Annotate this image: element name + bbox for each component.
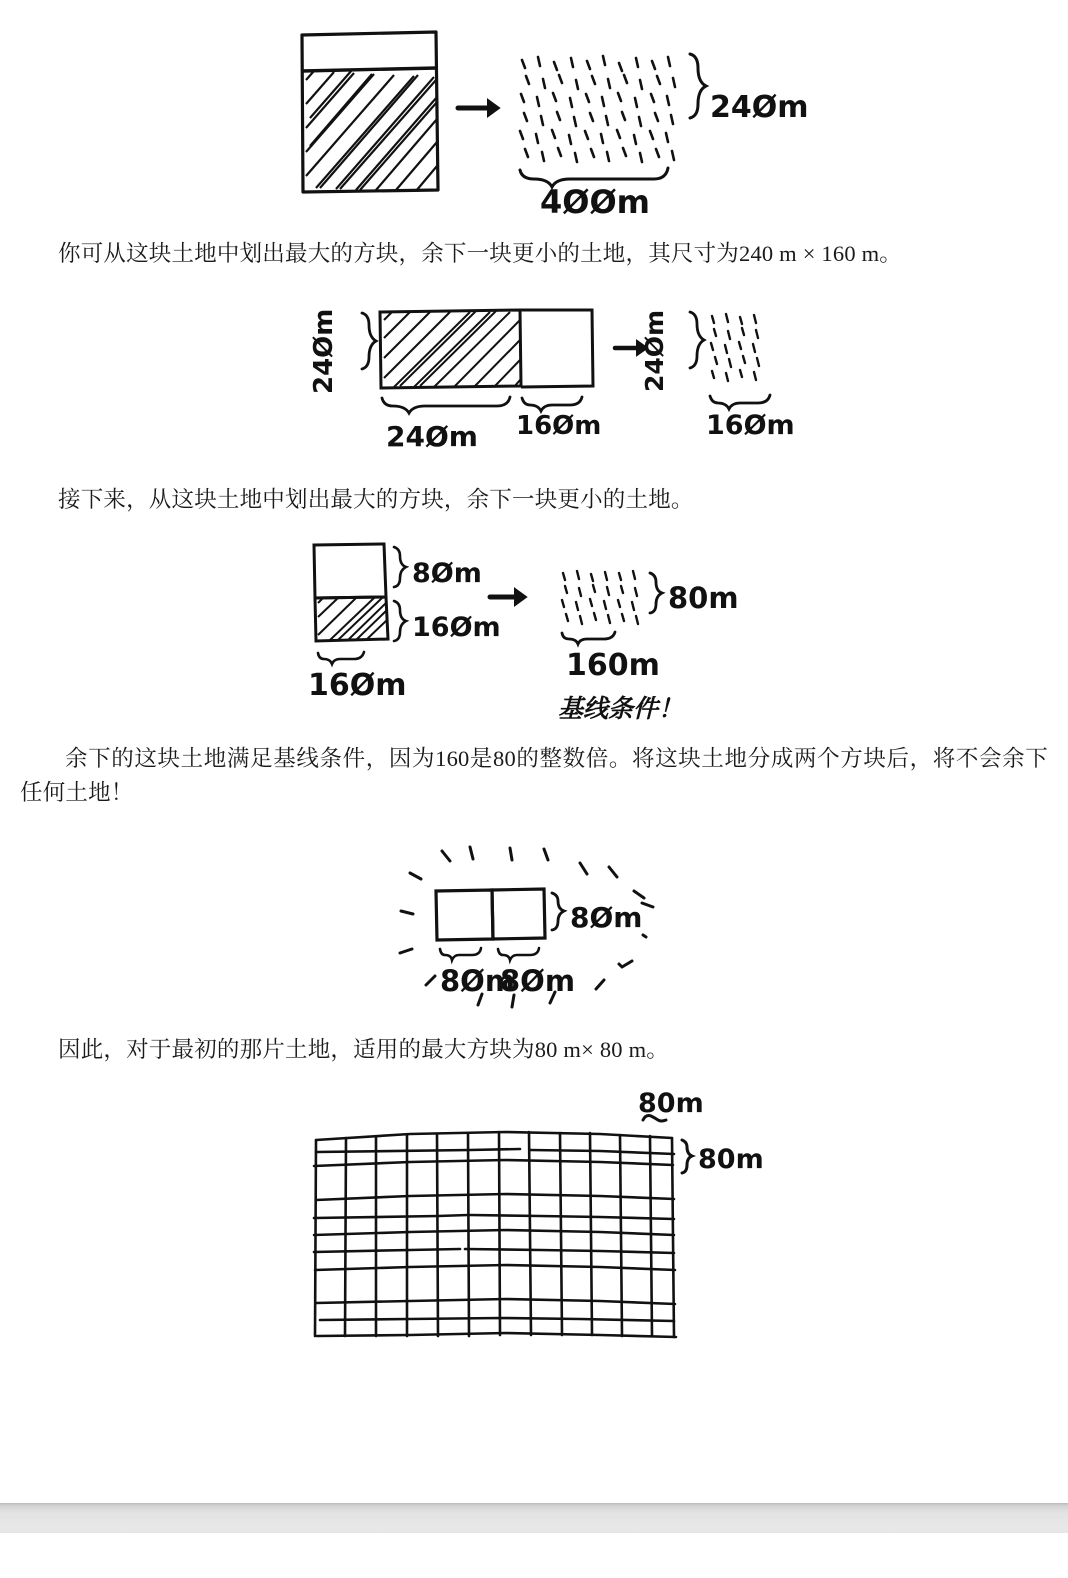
- label-80m-cell-height: 80m: [698, 1144, 764, 1175]
- label-400m-width: 4ØØm: [540, 183, 651, 221]
- handwritten-note-baseline: 基线条件！: [558, 694, 684, 723]
- plot-160-with-80-and-160: [314, 544, 388, 641]
- label-160m-result-width: 160m: [566, 648, 660, 683]
- brace-result-width-160: [562, 632, 615, 644]
- figure-two-80m-squares: [390, 825, 690, 1015]
- figure-160x80-split: [300, 535, 750, 725]
- brace-height-240: [690, 54, 706, 118]
- next-page-top: [0, 1533, 1068, 1578]
- brace-left-height: [362, 313, 376, 369]
- label-80m-height: 8Øm: [570, 901, 643, 934]
- figure-400x240-first-square: [290, 18, 809, 221]
- paragraph-step-2: 接下来，从这块土地中划出最大的方块，余下一块更小的土地。: [58, 487, 694, 512]
- figure-full-grid-80m: [300, 1090, 770, 1350]
- paragraph-step-1: 你可从这块土地中划出最大的方块，余下一块更小的土地，其尺寸为240 m × 160 m。: [58, 241, 902, 266]
- brace-height-80: [552, 893, 564, 930]
- hatch-lines: [306, 70, 437, 191]
- label-80m-result-height: 80m: [668, 581, 739, 615]
- brace-cell-height-80: [682, 1140, 692, 1173]
- label-240m-result-height: 24Øm: [640, 309, 669, 392]
- brace-result-width-160: [710, 395, 770, 409]
- dotted-plot-160x80: [562, 571, 638, 624]
- label-240m-left-height: 24Øm: [309, 308, 339, 394]
- brace-width-160: [318, 652, 364, 664]
- page-separator: [0, 1503, 1068, 1533]
- brace-bottom-height-160: [394, 601, 406, 641]
- arrow-icon: [458, 100, 499, 116]
- hatch-lines-square-240: [384, 311, 520, 387]
- paragraph-conclusion: 因此，对于最初的那片土地，适用的最大方块为80 m× 80 m。: [58, 1037, 669, 1062]
- figure-240x160-split: [309, 298, 795, 453]
- label-160m-result-width: 16Øm: [706, 410, 795, 441]
- plot-240-plus-160: [380, 310, 593, 388]
- brace-square-width-240: [382, 397, 510, 413]
- arrow-icon: [490, 589, 526, 605]
- two-squares-80m: [436, 889, 545, 940]
- dotted-plot-400x240: [520, 56, 675, 162]
- label-80m-right-width: 8Øm: [500, 964, 576, 998]
- label-80m-top-height: 8Øm: [412, 558, 482, 589]
- label-80m-cell-width: 80m: [638, 1088, 704, 1119]
- brace-right-width-80: [498, 948, 539, 960]
- brace-remainder-width-160: [522, 397, 582, 411]
- hand-drawn-grid: [314, 1132, 676, 1337]
- hatch-lines-160: [318, 598, 387, 640]
- label-160m-remainder-width: 16Øm: [516, 411, 602, 441]
- label-160m-width: 16Øm: [308, 668, 407, 703]
- dotted-plot-240x160: [711, 314, 759, 381]
- brace-left-width-80: [440, 948, 481, 960]
- label-240m-height: 24Øm: [710, 90, 809, 125]
- paragraph-step-3: 余下的这块土地满足基线条件，因为160是80的整数倍。将这块土地分成两个方块后，将不会余下任何土地！: [20, 746, 1048, 805]
- brace-top-height-80: [394, 547, 406, 587]
- label-80m-left-width: 8Øm: [440, 964, 516, 998]
- brace-result-height: [690, 312, 704, 368]
- label-160m-bottom-height: 16Øm: [412, 612, 501, 643]
- hatched-plot-400x240: [302, 32, 438, 192]
- label-240m-square-width: 24Øm: [386, 420, 478, 453]
- brace-result-height-80: [650, 573, 662, 613]
